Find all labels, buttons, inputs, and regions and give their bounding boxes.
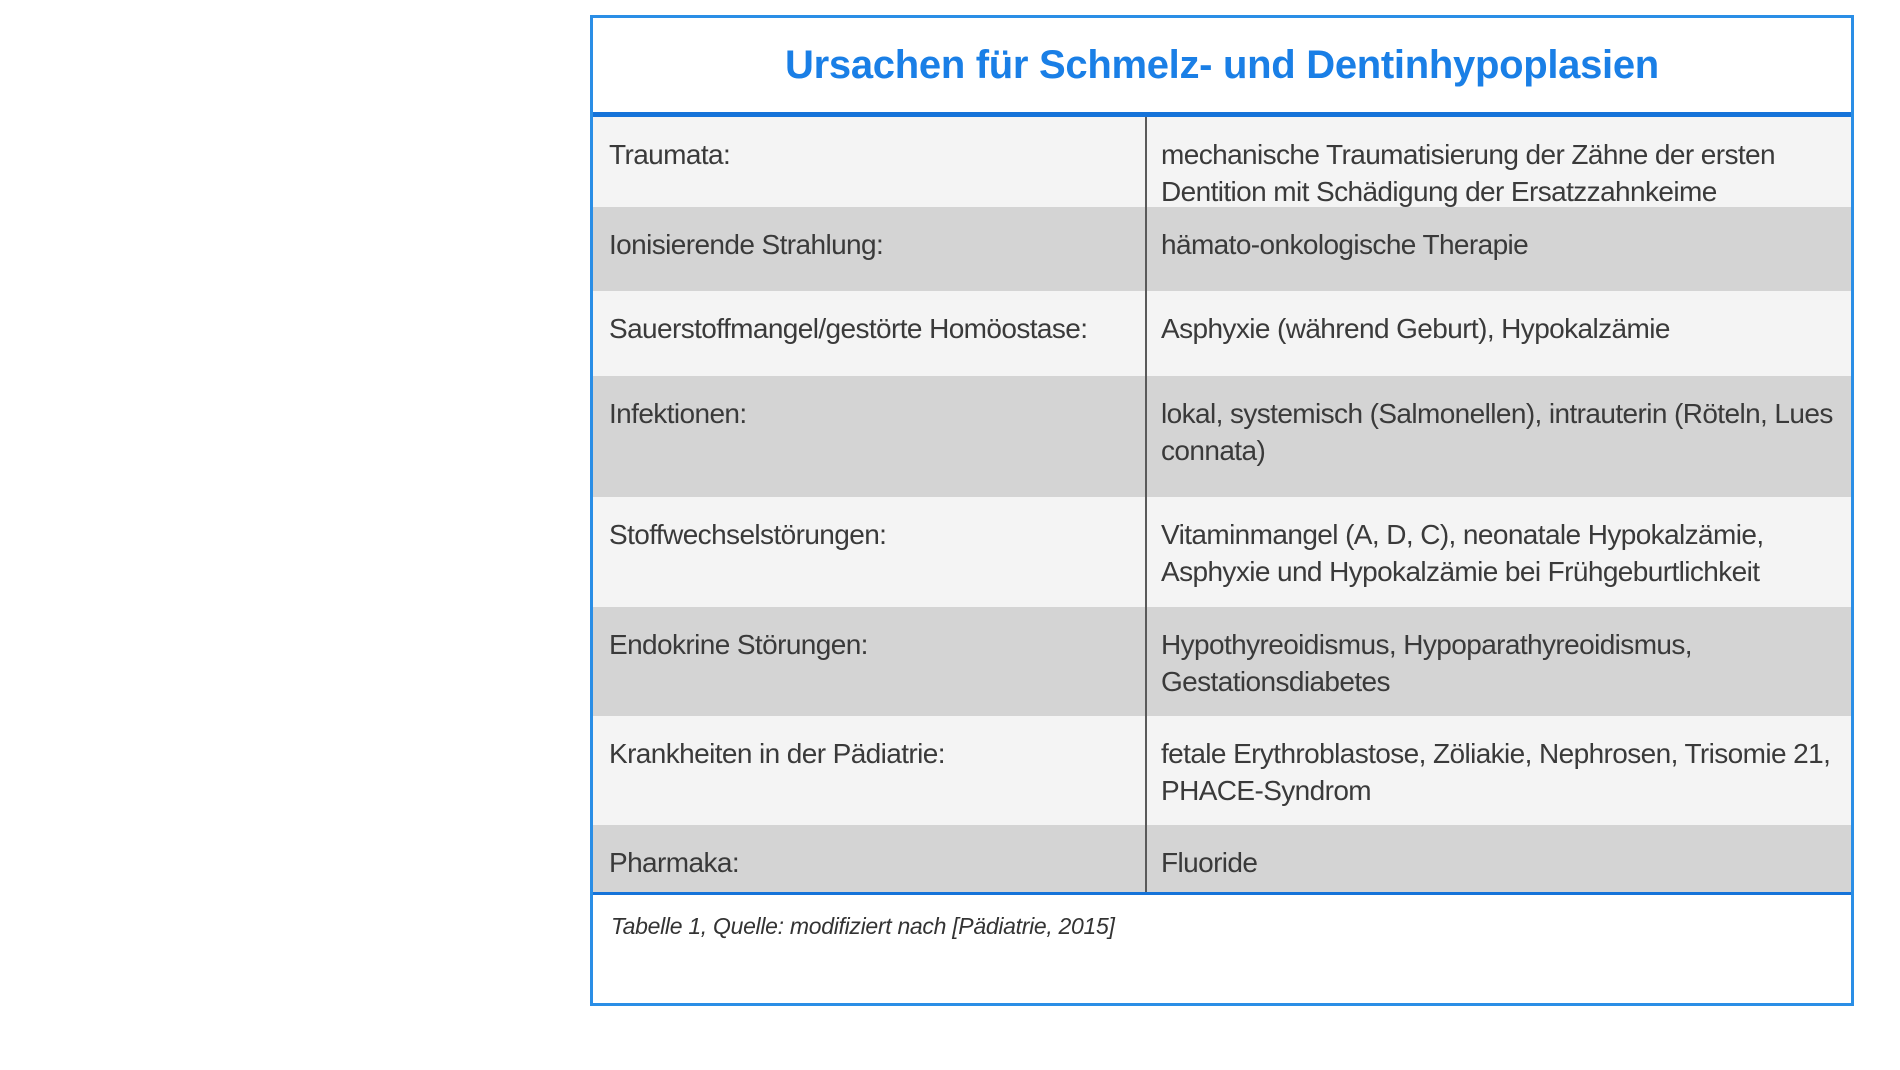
table-row [593,376,1851,497]
detail-cell: hämato-onkologische Therapie [1161,229,1529,260]
table-title: Ursachen für Schmelz- und Dentinhypoplasien [593,18,1851,117]
table-row [593,117,1851,207]
detail-cell: Fluoride [1161,847,1258,878]
table-row [593,716,1851,825]
cause-cell: Stoffwechselstörungen: [593,497,1147,607]
cause-cell: Ionisierende Strahlung: [593,207,1147,291]
cause-cell: Sauerstoffmangel/gestörte Homöostase: [593,291,1147,376]
table-row [593,497,1851,607]
table-body [593,117,1851,892]
table-row [593,291,1851,376]
table-caption: Tabelle 1, Quelle: modifiziert nach [Pädiatrie, 2015] [611,913,1115,939]
detail-cell: Asphyxie (während Geburt), Hypokalzämie [1161,313,1670,344]
cause-cell: Pharmaka: [593,825,1147,892]
cause-cell: Endokrine Störungen: [593,607,1147,716]
table-row [593,825,1851,892]
table-row [593,207,1851,291]
detail-cell: lokal, systemisch (Salmonellen), intrauterin (Röteln, Lues connata) [1161,398,1833,466]
detail-cell: mechanische Traumatisierung der Zähne der ersten Dentition mit Schädigung der Ersatzzahnkeime [1161,139,1775,207]
caption-area [593,892,1851,1003]
detail-cell: Hypothyreoidismus, Hypoparathyreoidismus, Gestationsdiabetes [1161,629,1692,697]
table-row [593,607,1851,716]
cause-cell: Infektionen: [593,376,1147,497]
detail-cell: Vitaminmangel (A, D, C), neonatale Hypokalzämie, Asphyxie und Hypokalzämie bei Frühgeburtlichkeit [1161,519,1764,587]
causes-table [590,15,1854,1006]
cause-cell: Krankheiten in der Pädiatrie: [593,716,1147,825]
detail-cell: fetale Erythroblastose, Zöliakie, Nephrosen, Trisomie 21, PHACE-Syndrom [1161,738,1831,806]
cause-cell: Traumata: [593,117,1147,207]
